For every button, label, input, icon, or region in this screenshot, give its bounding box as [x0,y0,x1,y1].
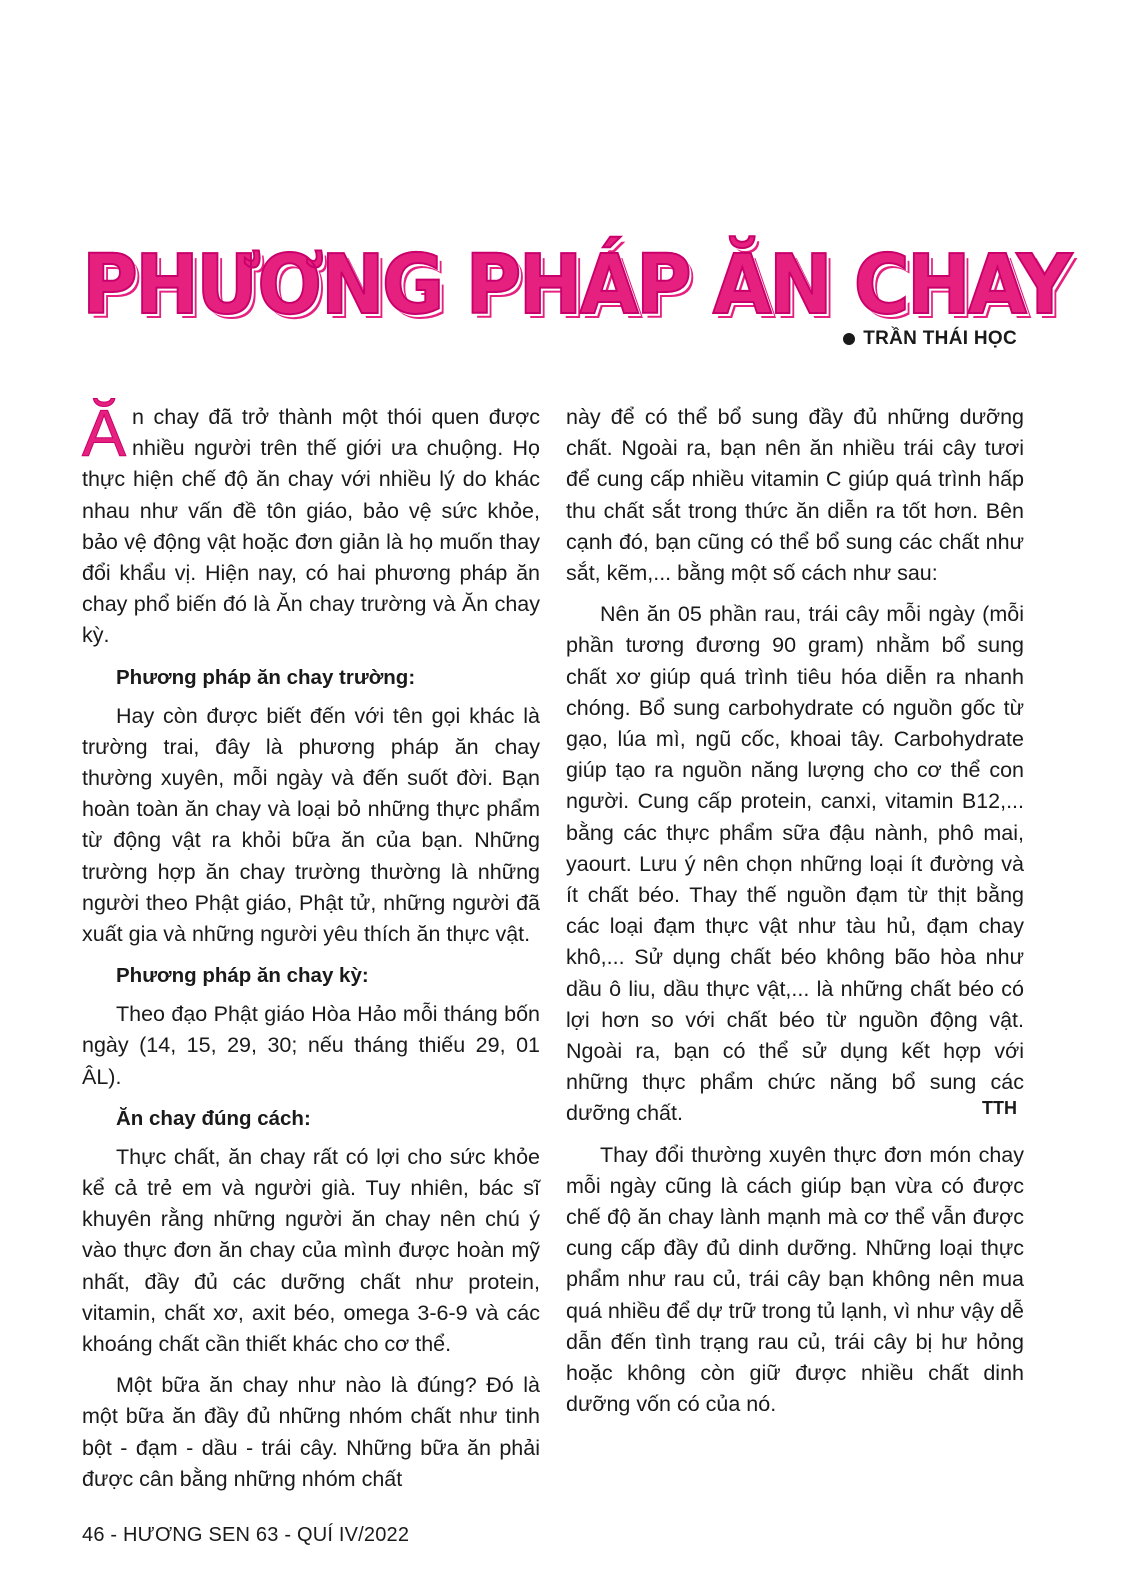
intro-paragraph [82,396,540,652]
bullet-dot-icon [843,333,855,345]
article-title: PHƯƠNG PHÁP ĂN CHAY [82,237,1070,333]
article-column-left [82,396,540,1505]
page-footer: 46 - HƯƠNG SEN 63 - QUÍ IV/2022 [82,1524,410,1546]
article-signature: TTH [982,1098,1017,1118]
article-column-right [566,402,1024,1431]
paragraph-dung-cach-2: Một bữa ăn chay như nào là đúng? Đó là một bữa ăn đầy đủ những nhóm chất như tinh bột - đạm - dầu - trái cây. Những bữa ăn phải được cân bằng những nhóm chất [82,1373,540,1491]
intro-text: n chay đã trở thành một thói quen được nhiều người trên thế giới ưa chuộng. Họ thực hiện chế độ ăn chay với nhiều lý do khác nhau như vấn đề tôn giáo, bảo vệ sức khỏe, bảo vệ động vật hoặc đơn giản là họ muốn thay đổi khẩu vị. Hiện nay, có hai phương pháp ăn chay phổ biến đó là Ăn chay trường và Ăn chay kỳ. [82,405,540,648]
paragraph-dung-cach-1: Thực chất, ăn chay rất có lợi cho sức khỏe kể cả trẻ em và người già. Tuy nhiên, bác sĩ khuyên rằng những người ăn chay nên chú ý vào thực đơn ăn chay của mình được hoàn mỹ nhất, đầy đủ các dưỡng chất như protein, vitamin, chất xơ, axit béo, omega 3-6-9 và các khoáng chất cần thiết khác cho cơ thể. [82,1144,540,1357]
heading-chay-ky: Phương pháp ăn chay kỳ: [116,964,369,988]
paragraph-right-3: Thay đổi thường xuyên thực đơn món chay mỗi ngày cũng là cách giúp bạn vừa có được chế độ ăn chay lành mạnh mà cơ thể vẫn được cung cấp đầy đủ dinh dưỡng. Những loại thực phẩm như rau củ, trái cây bạn không nên mua quá nhiều để dự trữ trong tủ lạnh, vì như vậy dễ dẫn đến tình trạng rau củ, trái cây bị hư hỏng hoặc không còn giữ được nhiều chất dinh dưỡng vốn có của nó. [566,1142,1024,1417]
paragraph-chay-truong: Hay còn được biết đến với tên gọi khác là trường trai, đây là phương pháp ăn chay thường xuyên, mỗi ngày và đến suốt đời. Bạn hoàn toàn ăn chay và loại bỏ những thực phẩm từ động vật ra khỏi bữa ăn của bạn. Những trường hợp ăn chay trường thường là những người theo Phật giáo, Phật tử, những người đã xuất gia và những người yêu thích ăn thực vật. [82,703,540,947]
heading-chay-dung-cach: Ăn chay đúng cách: [116,1106,311,1130]
heading-chay-truong: Phương pháp ăn chay trường: [116,665,416,689]
author-byline [843,328,1017,350]
drop-cap: Ă [82,396,127,470]
author-name: TRẦN THÁI HỌC [863,328,1017,349]
paragraph-right-1: này để có thể bổ sung đầy đủ những dưỡng chất. Ngoài ra, bạn nên ăn nhiều trái cây tươi để cung cấp nhiều vitamin C giúp quá trình hấp thu chất sắt trong thức ăn diễn ra tốt hơn. Bên cạnh đó, bạn cũng có thể bổ sung các chất như sắt, kẽm,... bằng một số cách như sau: [566,405,1024,586]
paragraph-right-2: Nên ăn 05 phần rau, trái cây mỗi ngày (mỗi phần tương đương 90 gram) nhằm bổ sung chất xơ giúp quá trình tiêu hóa diễn ra nhanh chóng. Bổ sung carbohydrate có nguồn gốc từ gạo, lúa mì, ngũ cốc, khoai tây. Carbohydrate giúp tạo ra nguồn năng lượng cho cơ thể con người. Cung cấp protein, canxi, vitamin B12,... bằng các thực phẩm sữa đậu nành, phô mai, yaourt. Lưu ý nên chọn những loại ít đường và ít chất béo. Thay thế nguồn đạm từ thịt bằng các loại đạm thực vật như tàu hủ, đạm chay khô,... Sử dụng chất béo không bão hòa như dầu ô liu, dầu thực vật,... là những chất béo có lợi hơn so với chất béo từ nguồn động vật. Ngoài ra, bạn có thể sử dụng kết hợp với những thực phẩm chức năng bổ sung các dưỡng chất. [566,602,1024,1126]
paragraph-chay-ky: Theo đạo Phật giáo Hòa Hảo mỗi tháng bốn ngày (14, 15, 29, 30; nếu tháng thiếu 29, 01 ÂL). [82,1002,540,1089]
